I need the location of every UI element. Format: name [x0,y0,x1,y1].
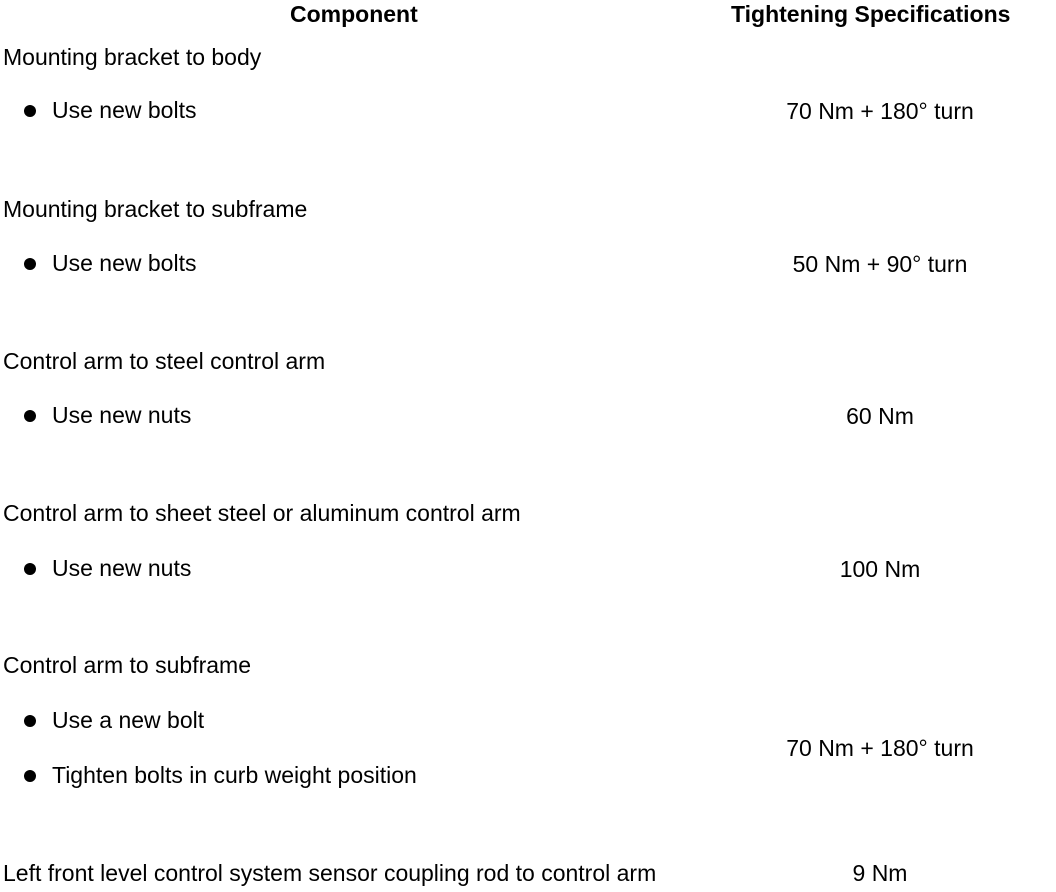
bulleted-note [22,707,204,734]
component-label: Mounting bracket to subframe [3,196,308,222]
note-text: Use a new bolt [52,707,205,733]
bullet-icon [24,410,36,422]
note-text: Use new bolts [52,250,197,276]
bulleted-note [22,762,417,789]
component-label: Control arm to sheet steel or aluminum control arm [3,500,521,526]
torque-spec-value: 60 Nm [846,403,914,429]
bulleted-note [22,555,191,582]
note-text: Tighten bolts in curb weight position [52,762,417,788]
component-label: Left front level control system sensor coupling rod to control arm [3,860,657,886]
bulleted-note [22,402,191,429]
torque-spec-value: 70 Nm + 180° turn [786,98,974,124]
bullet-icon [24,258,36,270]
column-header-component: Component [290,1,418,27]
torque-spec-value: 100 Nm [839,556,921,582]
component-label: Control arm to subframe [3,652,251,678]
torque-spec-value: 70 Nm + 180° turn [786,735,974,761]
column-header-tightening-specifications: Tightening Specifications [731,1,1011,27]
bulleted-note [22,97,196,124]
bullet-icon [24,715,36,727]
bullet-icon [24,770,36,782]
bulleted-note [22,250,196,277]
note-text: Use new nuts [52,555,192,581]
bullet-icon [24,105,36,117]
component-label: Mounting bracket to body [3,44,262,70]
note-text: Use new nuts [52,402,192,428]
torque-spec-value: 50 Nm + 90° turn [792,251,968,277]
component-label: Control arm to steel control arm [3,348,326,374]
torque-spec-value: 9 Nm [852,860,908,886]
note-text: Use new bolts [52,97,197,123]
bullet-icon [24,563,36,575]
